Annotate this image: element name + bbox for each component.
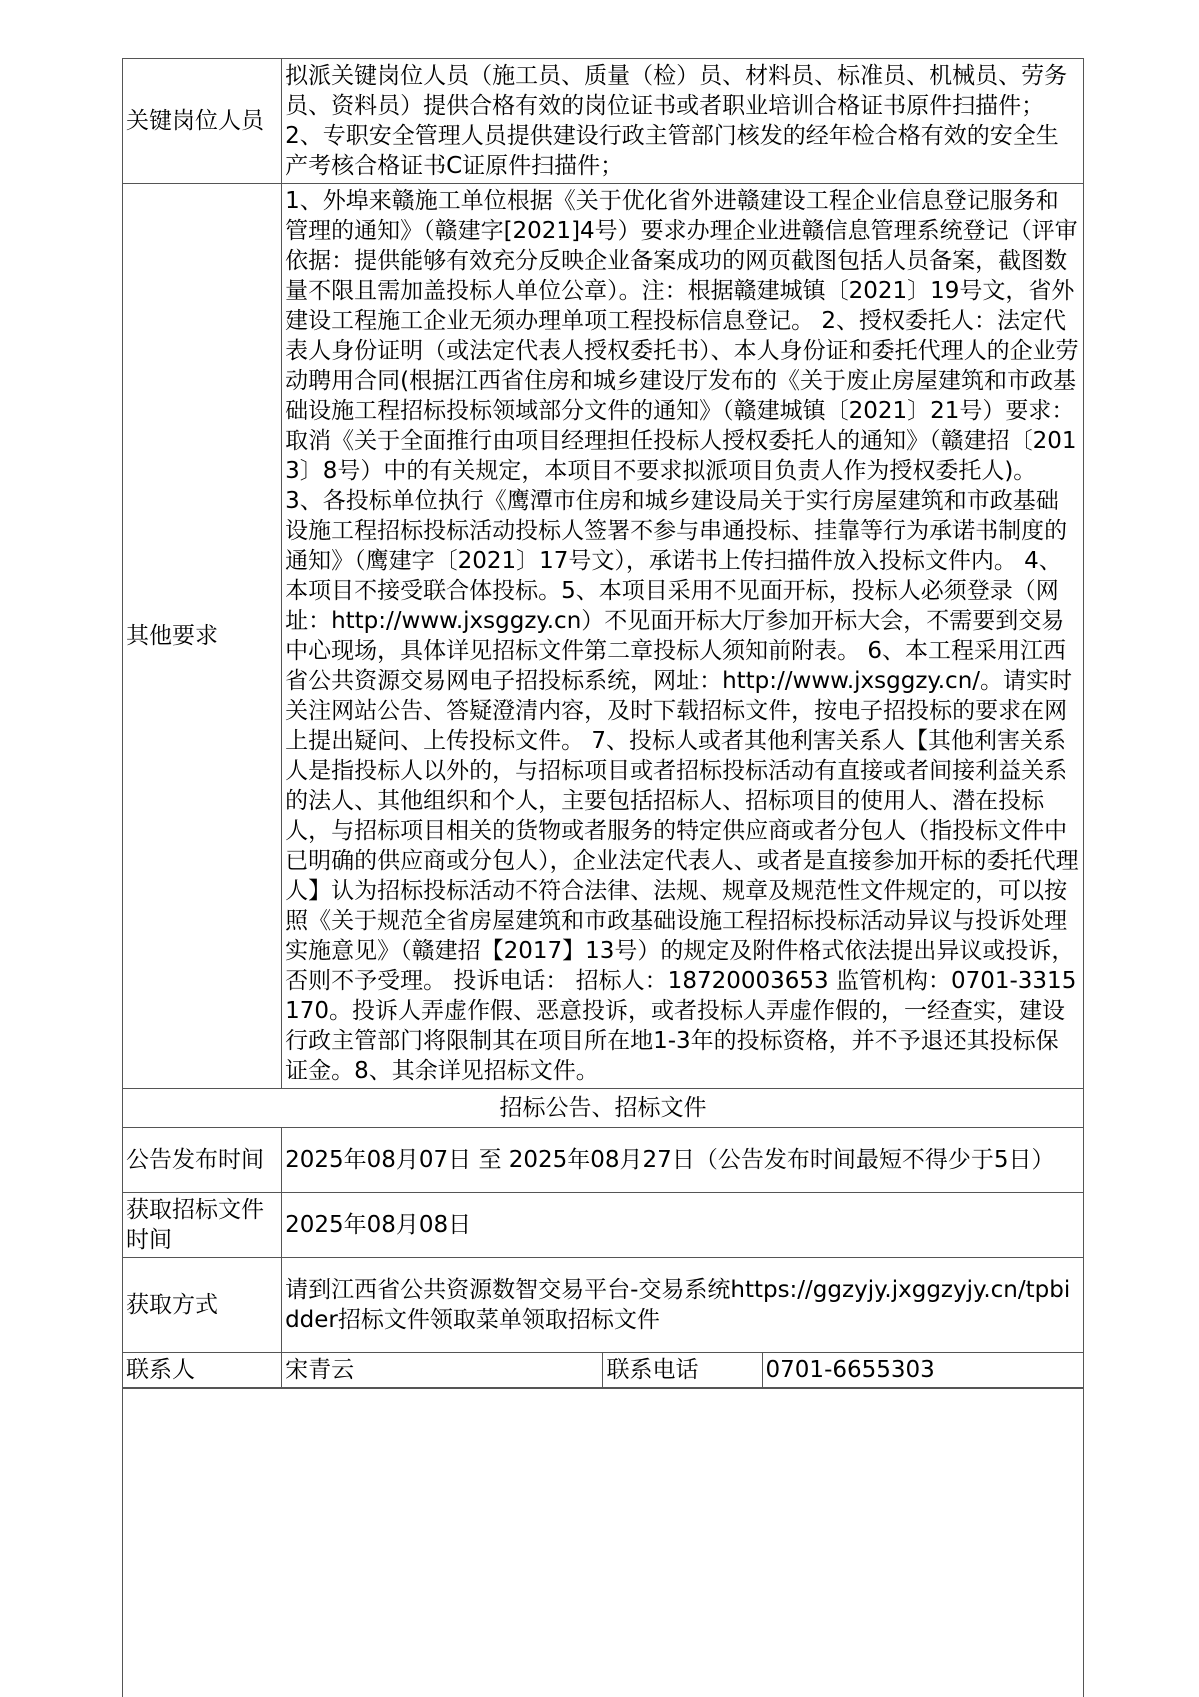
table-continuation-frame: [122, 1388, 1084, 1697]
publish-time-label: 公告发布时间: [123, 1128, 282, 1193]
phone-value: 0701-6655303: [762, 1353, 1083, 1388]
table-row: [123, 1193, 1084, 1258]
key-personnel-content: 拟派关键岗位人员（施工员、质量（检）员、材料员、标准员、机械员、劳务员、资料员）提供合格有效的岗位证书或者职业培训合格证书原件扫描件；2、专职安全管理人员提供建设行政主管部门核发的经年检合格有效的安全生产考核合格证书C证原件扫描件；: [282, 59, 1084, 184]
key-personnel-label: 关键岗位人员: [123, 59, 282, 184]
section-title: 招标公告、招标文件: [123, 1089, 1084, 1128]
tender-info-table: [122, 58, 1084, 1388]
obtain-time-label: 获取招标文件时间: [123, 1193, 282, 1258]
phone-label: 联系电话: [603, 1353, 762, 1388]
table-row: [123, 1128, 1084, 1193]
publish-time-value: 2025年08月07日 至 2025年08月27日（公告发布时间最短不得少于5日）: [282, 1128, 1084, 1193]
obtain-time-value: 2025年08月08日: [282, 1193, 1084, 1258]
document-page: [122, 58, 1084, 1388]
table-row: [123, 1089, 1084, 1128]
other-requirements-content: 1、外埠来赣施工单位根据《关于优化省外进赣建设工程企业信息登记服务和管理的通知》（赣建字[2021]4号）要求办理企业进赣信息管理系统登记（评审依据：提供能够有效充分反映企业备案成功的网页截图包括人员备案，截图数量不限且需加盖投标人单位公章）。注：根据赣建城镇〔2021〕19号文，省外建设工程施工企业无须办理单项工程投标信息登记。 2、授权委托人：法定代表人身份证明（或法定代表人授权委托书）、本人身份证和委托代理人的企业劳动聘用合同(根据江西省住房和城乡建设厅发布的《关于废止房屋建筑和市政基础设施工程招标投标领域部分文件的通知》（赣建城镇〔2021〕21号）要求：取消《关于全面推行由项目经理担任投标人授权委托人的通知》（赣建招〔2013〕8号）中的有关规定，本项目不要求拟派项目负责人作为授权委托人)。 3、各投标单位执行《鹰潭市住房和城乡建设局关于实行房屋建筑和市政基础设施工程招标投标活动投标人签署不参与串通投标、挂靠等行为承诺书制度的通知》（鹰建字〔2021〕17号文），承诺书上传扫描件放入投标文件内。 4、本项目不接受联合体投标。5、本项目采用不见面开标，投标人必须登录（网址：http://www.jxsggzy.cn）不见面开标大厅参加开标大会，不需要到交易中心现场，具体详见招标文件第二章投标人须知前附表。 6、本工程采用江西省公共资源交易网电子招投标系统，网址：http://www.jxsggzy.cn/。请实时关注网站公告、答疑澄清内容，及时下载招标文件，按电子招投标的要求在网上提出疑问、上传投标文件。 7、投标人或者其他利害关系人【其他利害关系人是指投标人以外的，与招标项目或者招标投标活动有直接或者间接利益关系的法人、其他组织和个人，主要包括招标人、招标项目的使用人、潜在投标人，与招标项目相关的货物或者服务的特定供应商或者分包人（指投标文件中已明确的供应商或分包人），企业法定代表人、或者是直接参加开标的委托代理人】认为招标投标活动不符合法律、法规、规章及规范性文件规定的，可以按照《关于规范全省房屋建筑和市政基础设施工程招标投标活动异议与投诉处理实施意见》（赣建招【2017】13号）的规定及附件格式依法提出异议或投诉，否则不予受理。 投诉电话： 招标人：18720003653 监管机构：0701-3315170。投诉人弄虚作假、恶意投诉，或者投标人弄虚作假的，一经查实，建设行政主管部门将限制其在项目所在地1-3年的投标资格，并不予退还其投标保证金。8、其余详见招标文件。: [282, 184, 1084, 1089]
other-requirements-label: 其他要求: [123, 184, 282, 1089]
obtain-method-value: 请到江西省公共资源数智交易平台-交易系统https://ggzyjy.jxggzyjy.cn/tpbidder招标文件领取菜单领取招标文件: [282, 1258, 1084, 1353]
table-row: [123, 59, 1084, 184]
table-row: [123, 184, 1084, 1089]
obtain-method-label: 获取方式: [123, 1258, 282, 1353]
table-row: [123, 1258, 1084, 1353]
contact-value: 宋青云: [282, 1353, 603, 1388]
table-row: [123, 1353, 1084, 1388]
contact-label: 联系人: [123, 1353, 282, 1388]
